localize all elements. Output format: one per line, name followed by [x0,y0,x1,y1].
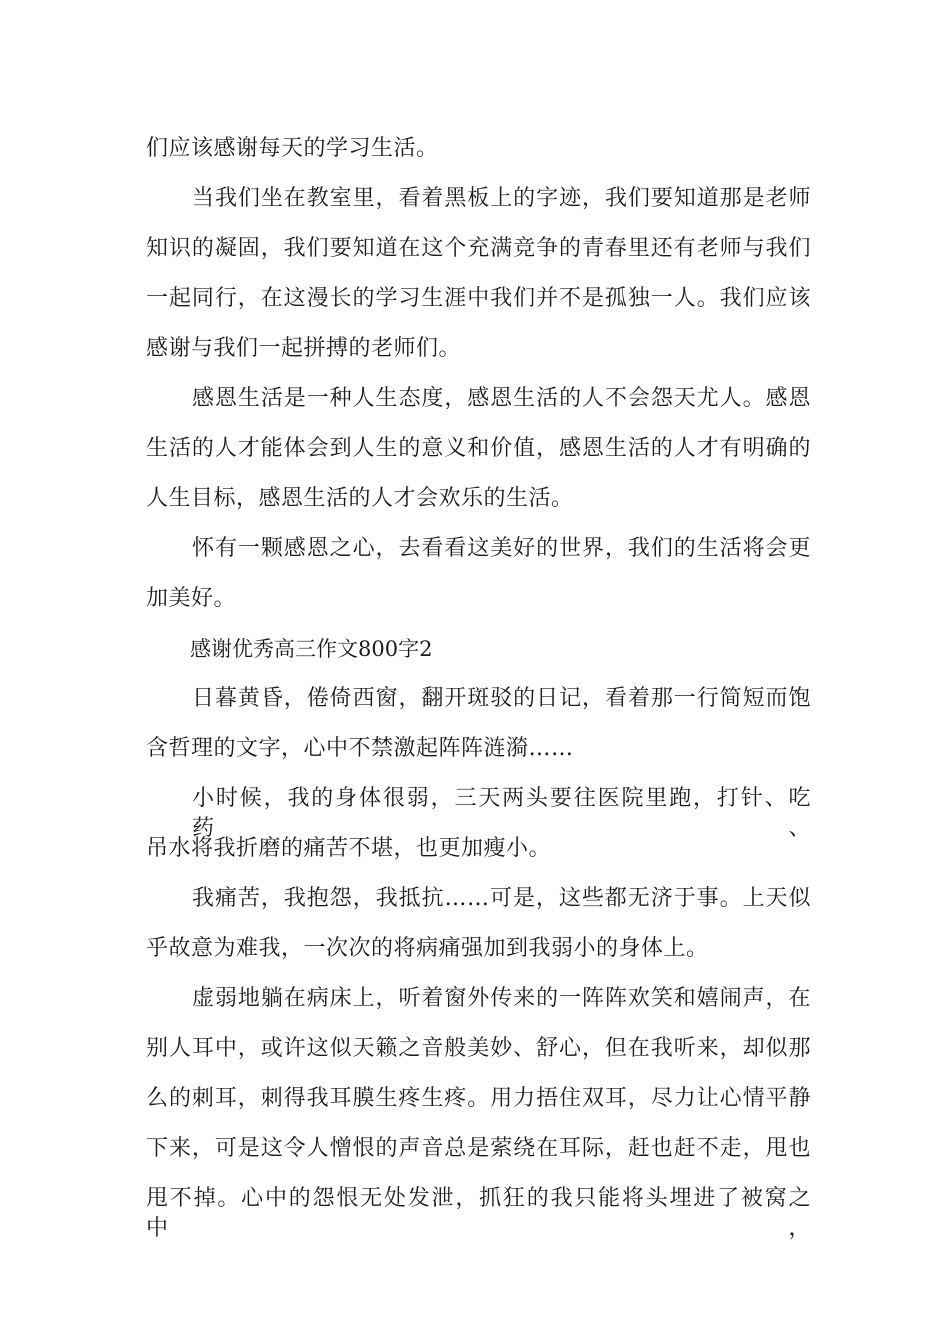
paragraph-line: 日暮黄昏，倦倚西窗，翻开斑驳的日记，看着那一行简短而饱 [192,686,811,711]
paragraph-line: 甩不掉。心中的怨恨无处发泄，抓狂的我只能将头埋进了被窝之中， [146,1186,811,1241]
paragraph-line: 一起同行，在这漫长的学习生涯中我们并不是孤独一人。我们应该 [146,286,811,311]
paragraph-line: 当我们坐在教室里，看着黑板上的字迹，我们要知道那是老师 [192,186,811,211]
paragraph-line: 乎故意为难我，一次次的将病痛强加到我弱小的身体上。 [146,936,709,961]
paragraph-line: 虚弱地躺在病床上，听着窗外传来的一阵阵欢笑和嬉闹声，在 [192,986,811,1011]
paragraph-line: 么的刺耳，刺得我耳膜生疼生疼。用力捂住双耳，尽力让心情平静 [146,1086,811,1111]
paragraph-line: 人生目标，感恩生活的人才会欢乐的生活。 [146,486,574,511]
paragraph-line: 别人耳中，或许这似天籁之音般美妙、舒心，但在我听来，却似那 [146,1036,811,1061]
paragraph-line: 感恩生活是一种人生态度，感恩生活的人不会怨天尤人。感恩 [192,386,811,411]
paragraph-line: 们应该感谢每天的学习生活。 [146,136,439,161]
paragraph-line: 我痛苦，我抱怨，我抵抗……可是，这些都无济于事。上天似 [192,886,811,911]
paragraph-line: 生活的人才能体会到人生的意义和价值，感恩生活的人才有明确的 [146,436,811,461]
paragraph-line: 怀有一颗感恩之心，去看看这美好的世界，我们的生活将会更 [192,536,811,561]
paragraph-line: 加美好。 [146,586,237,611]
paragraph-line: 下来，可是这令人憎恨的声音总是萦绕在耳际，赶也赶不走，甩也 [146,1136,811,1161]
paragraph-line: 知识的凝固，我们要知道在这个充满竞争的青春里还有老师与我们 [146,236,811,261]
section-heading: 感谢优秀高三作文800字2 [190,637,433,661]
paragraph-line: 感谢与我们一起拼搏的老师们。 [146,336,462,361]
paragraph-line: 含哲理的文字，心中不禁激起阵阵涟漪…… [146,736,574,761]
paragraph-line: 小时候，我的身体很弱，三天两头要往医院里跑，打针、吃药、 [192,786,811,841]
paragraph-line: 吊水将我折磨的痛苦不堪，也更加瘦小。 [146,836,552,861]
